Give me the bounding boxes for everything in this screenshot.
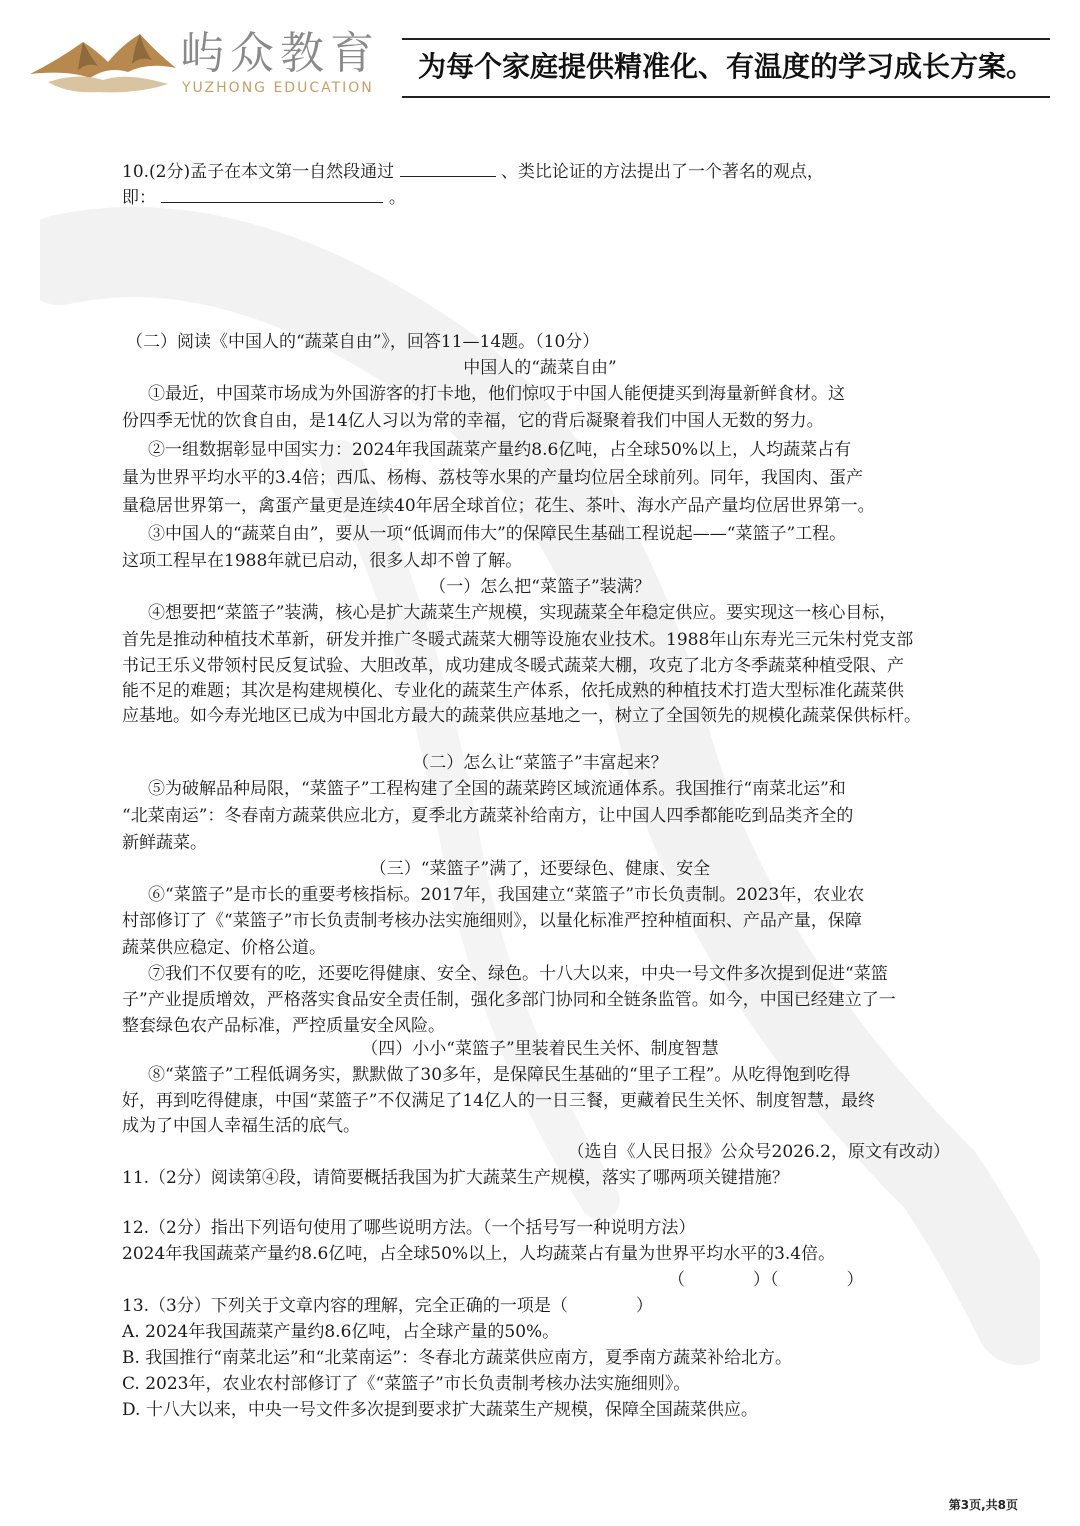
q10-line-1 bbox=[122, 158, 824, 184]
text-line: ④想要把“菜篮子”装满，核心是扩大蔬菜生产规模，实现蔬菜全年稳定供应。要实现这一核心目标， bbox=[148, 603, 897, 623]
text-line: “北菜南运”：冬春南方蔬菜供应北方，夏季北方蔬菜补给南方，让中国人四季都能吃到品类齐全的 bbox=[122, 806, 854, 826]
text-line: 量为世界平均水平的3.4倍；西瓜、杨梅、荔枝等水果的产量均位居全球前列。同年，我国肉、蛋产 bbox=[122, 468, 864, 488]
q10-text-d: 。 bbox=[388, 188, 406, 208]
page-number: 第3页,共8页 bbox=[948, 1498, 1018, 1512]
section-intro: （二）阅读《中国人的“蔬菜自由”》，回答11—14题。（10分） bbox=[126, 332, 600, 352]
slogan-text: 为每个家庭提供精准化、有温度的学习成长方案。 bbox=[418, 50, 1035, 83]
q10-text-b: 、类比论证的方法提出了一个著名的观点， bbox=[500, 162, 824, 182]
q10-blank-2[interactable] bbox=[161, 184, 383, 203]
q13-option-c[interactable]: C. 2023年，农业农村部修订了《“菜篮子”市长负责制考核办法实施细则》。 bbox=[122, 1374, 691, 1394]
q11-stem: 11.（2分）阅读第④段，请简要概括我国为扩大蔬菜生产规模，落实了哪两项关键措施？ bbox=[122, 1168, 789, 1188]
text-line: 整套绿色农产品标准，严控质量安全风险。 bbox=[122, 1016, 445, 1036]
q13-option-b[interactable]: B. 我国推行“南菜北运”和“北菜南运”：冬春北方蔬菜供应南方，夏季南方蔬菜补给北方。 bbox=[122, 1348, 793, 1368]
text-line: 首先是推动种植技术革新，研发并推广冬暖式蔬菜大棚等设施农业技术。1988年山东寿光三元朱村党支部 bbox=[122, 630, 914, 650]
text-line: 成为了中国人幸福生活的底气。 bbox=[122, 1116, 360, 1136]
q13-option-a[interactable]: A. 2024年我国蔬菜产量约8.6亿吨，占全球产量的50%。 bbox=[122, 1322, 560, 1342]
q13-option-d[interactable]: D. 十八大以来，中央一号文件多次提到要求扩大蔬菜生产规模，保障全国蔬菜供应。 bbox=[122, 1400, 758, 1420]
text-line: 子”产业提质增效，严格落实食品安全责任制，强化多部门协同和全链条监管。如今，中国已经建立了一 bbox=[122, 990, 896, 1010]
text-line: 量稳居世界第一，禽蛋产量更是连续40年居全球首位；花生、茶叶、海水产品产量均位居世界第一。 bbox=[122, 496, 875, 516]
text-line: ⑤为破解品种局限，“菜篮子”工程构建了全国的蔬菜跨区域流通体系。我国推行“南菜北运”和 bbox=[148, 779, 846, 799]
subheading-2: （二）怎么让“菜篮子”丰富起来？ bbox=[412, 753, 668, 773]
mountain-logo-icon bbox=[28, 22, 178, 102]
brand-name-cn: 屿众教育 bbox=[180, 28, 380, 79]
q12-stem: 12.（2分）指出下列语句使用了哪些说明方法。（一个括号写一种说明方法） bbox=[122, 1218, 696, 1238]
q13-stem: 13.（3分）下列关于文章内容的理解，完全正确的一项是（ ） bbox=[122, 1296, 653, 1316]
subheading-3: （三）“菜篮子”满了，还要绿色、健康、安全 bbox=[369, 859, 711, 879]
text-line: 村部修订了《“菜篮子”市长负责制考核办法实施细则》，以量化标准严控种植面积、产品产量，保障 bbox=[122, 911, 862, 931]
q10-line-2 bbox=[122, 184, 406, 210]
q12-sentence: 2024年我国蔬菜产量约8.6亿吨，占全球50%以上，人均蔬菜占有量为世界平均水平的3.4倍。 bbox=[122, 1244, 836, 1264]
page-header bbox=[0, 0, 1080, 120]
text-line: 应基地。如今寿光地区已成为中国北方最大的蔬菜供应基地之一，树立了全国领先的规模化蔬菜保供标杆。 bbox=[122, 706, 921, 726]
subheading-4: （四）小小“菜篮子”里装着民生关怀、制度智慧 bbox=[361, 1039, 719, 1059]
q10-text-a: 10.(2分)孟子在本文第一自然段通过 bbox=[122, 162, 395, 182]
text-line: ①最近，中国菜市场成为外国游客的打卡地，他们惊叹于中国人能便捷买到海量新鲜食材。这 bbox=[148, 384, 845, 404]
text-line: 份四季无忧的饮食自由，是14亿人习以为常的幸福，它的背后凝聚着我们中国人无数的努力。 bbox=[122, 411, 824, 431]
text-line: ②一组数据彰显中国实力：2024年我国蔬菜产量约8.6亿吨，占全球50%以上，人均蔬菜占有 bbox=[148, 440, 852, 460]
text-line: 蔬菜供应稳定、价格公道。 bbox=[122, 938, 326, 958]
q10-blank-1[interactable] bbox=[400, 158, 496, 177]
article-title: 中国人的“蔬菜自由” bbox=[463, 358, 617, 378]
text-line: ⑦我们不仅要有的吃，还要吃得健康、安全、绿色。十八大以来，中央一号文件多次提到促进“菜篮 bbox=[148, 964, 888, 984]
slogan-box bbox=[402, 38, 1050, 98]
text-line: ⑥“菜篮子”是市长的重要考核指标。2017年，我国建立“菜篮子”市长负责制。2023年，农业农 bbox=[148, 885, 865, 905]
text-line: 新鲜蔬菜。 bbox=[122, 833, 207, 853]
article-source: （选自《人民日报》公众号2026.2，原文有改动） bbox=[567, 1142, 950, 1162]
text-line: ③中国人的“蔬菜自由”，要从一项“低调而伟大”的保障民生基础工程说起——“菜篮子”工程。 bbox=[148, 524, 847, 544]
q12-answer-brackets[interactable]: （ ）（ ） bbox=[668, 1270, 864, 1290]
brand-name-en: YUZHONG EDUCATION bbox=[182, 80, 374, 96]
text-line: ⑧“菜篮子”工程低调务实，默默做了30多年，是保障民生基础的“里子工程”。从吃得饱到吃得 bbox=[148, 1065, 851, 1085]
text-line: 这项工程早在1988年就已启动，很多人却不曾了解。 bbox=[122, 551, 523, 571]
text-line: 能不足的难题；其次是构建规模化、专业化的蔬菜生产体系，依托成熟的种植技术打造大型标准化蔬菜供 bbox=[122, 681, 904, 701]
text-line: 书记王乐义带领村民反复试验、大胆改革，成功建成冬暖式蔬菜大棚，攻克了北方冬季蔬菜种植受限、产 bbox=[122, 656, 904, 676]
subheading-1: （一）怎么把“菜篮子”装满？ bbox=[429, 577, 651, 597]
text-line: 好，再到吃得健康，中国“菜篮子”不仅满足了14亿人的一日三餐，更藏着民生关怀、制度智慧，最终 bbox=[122, 1091, 876, 1111]
q10-text-c: 即： bbox=[122, 188, 156, 208]
